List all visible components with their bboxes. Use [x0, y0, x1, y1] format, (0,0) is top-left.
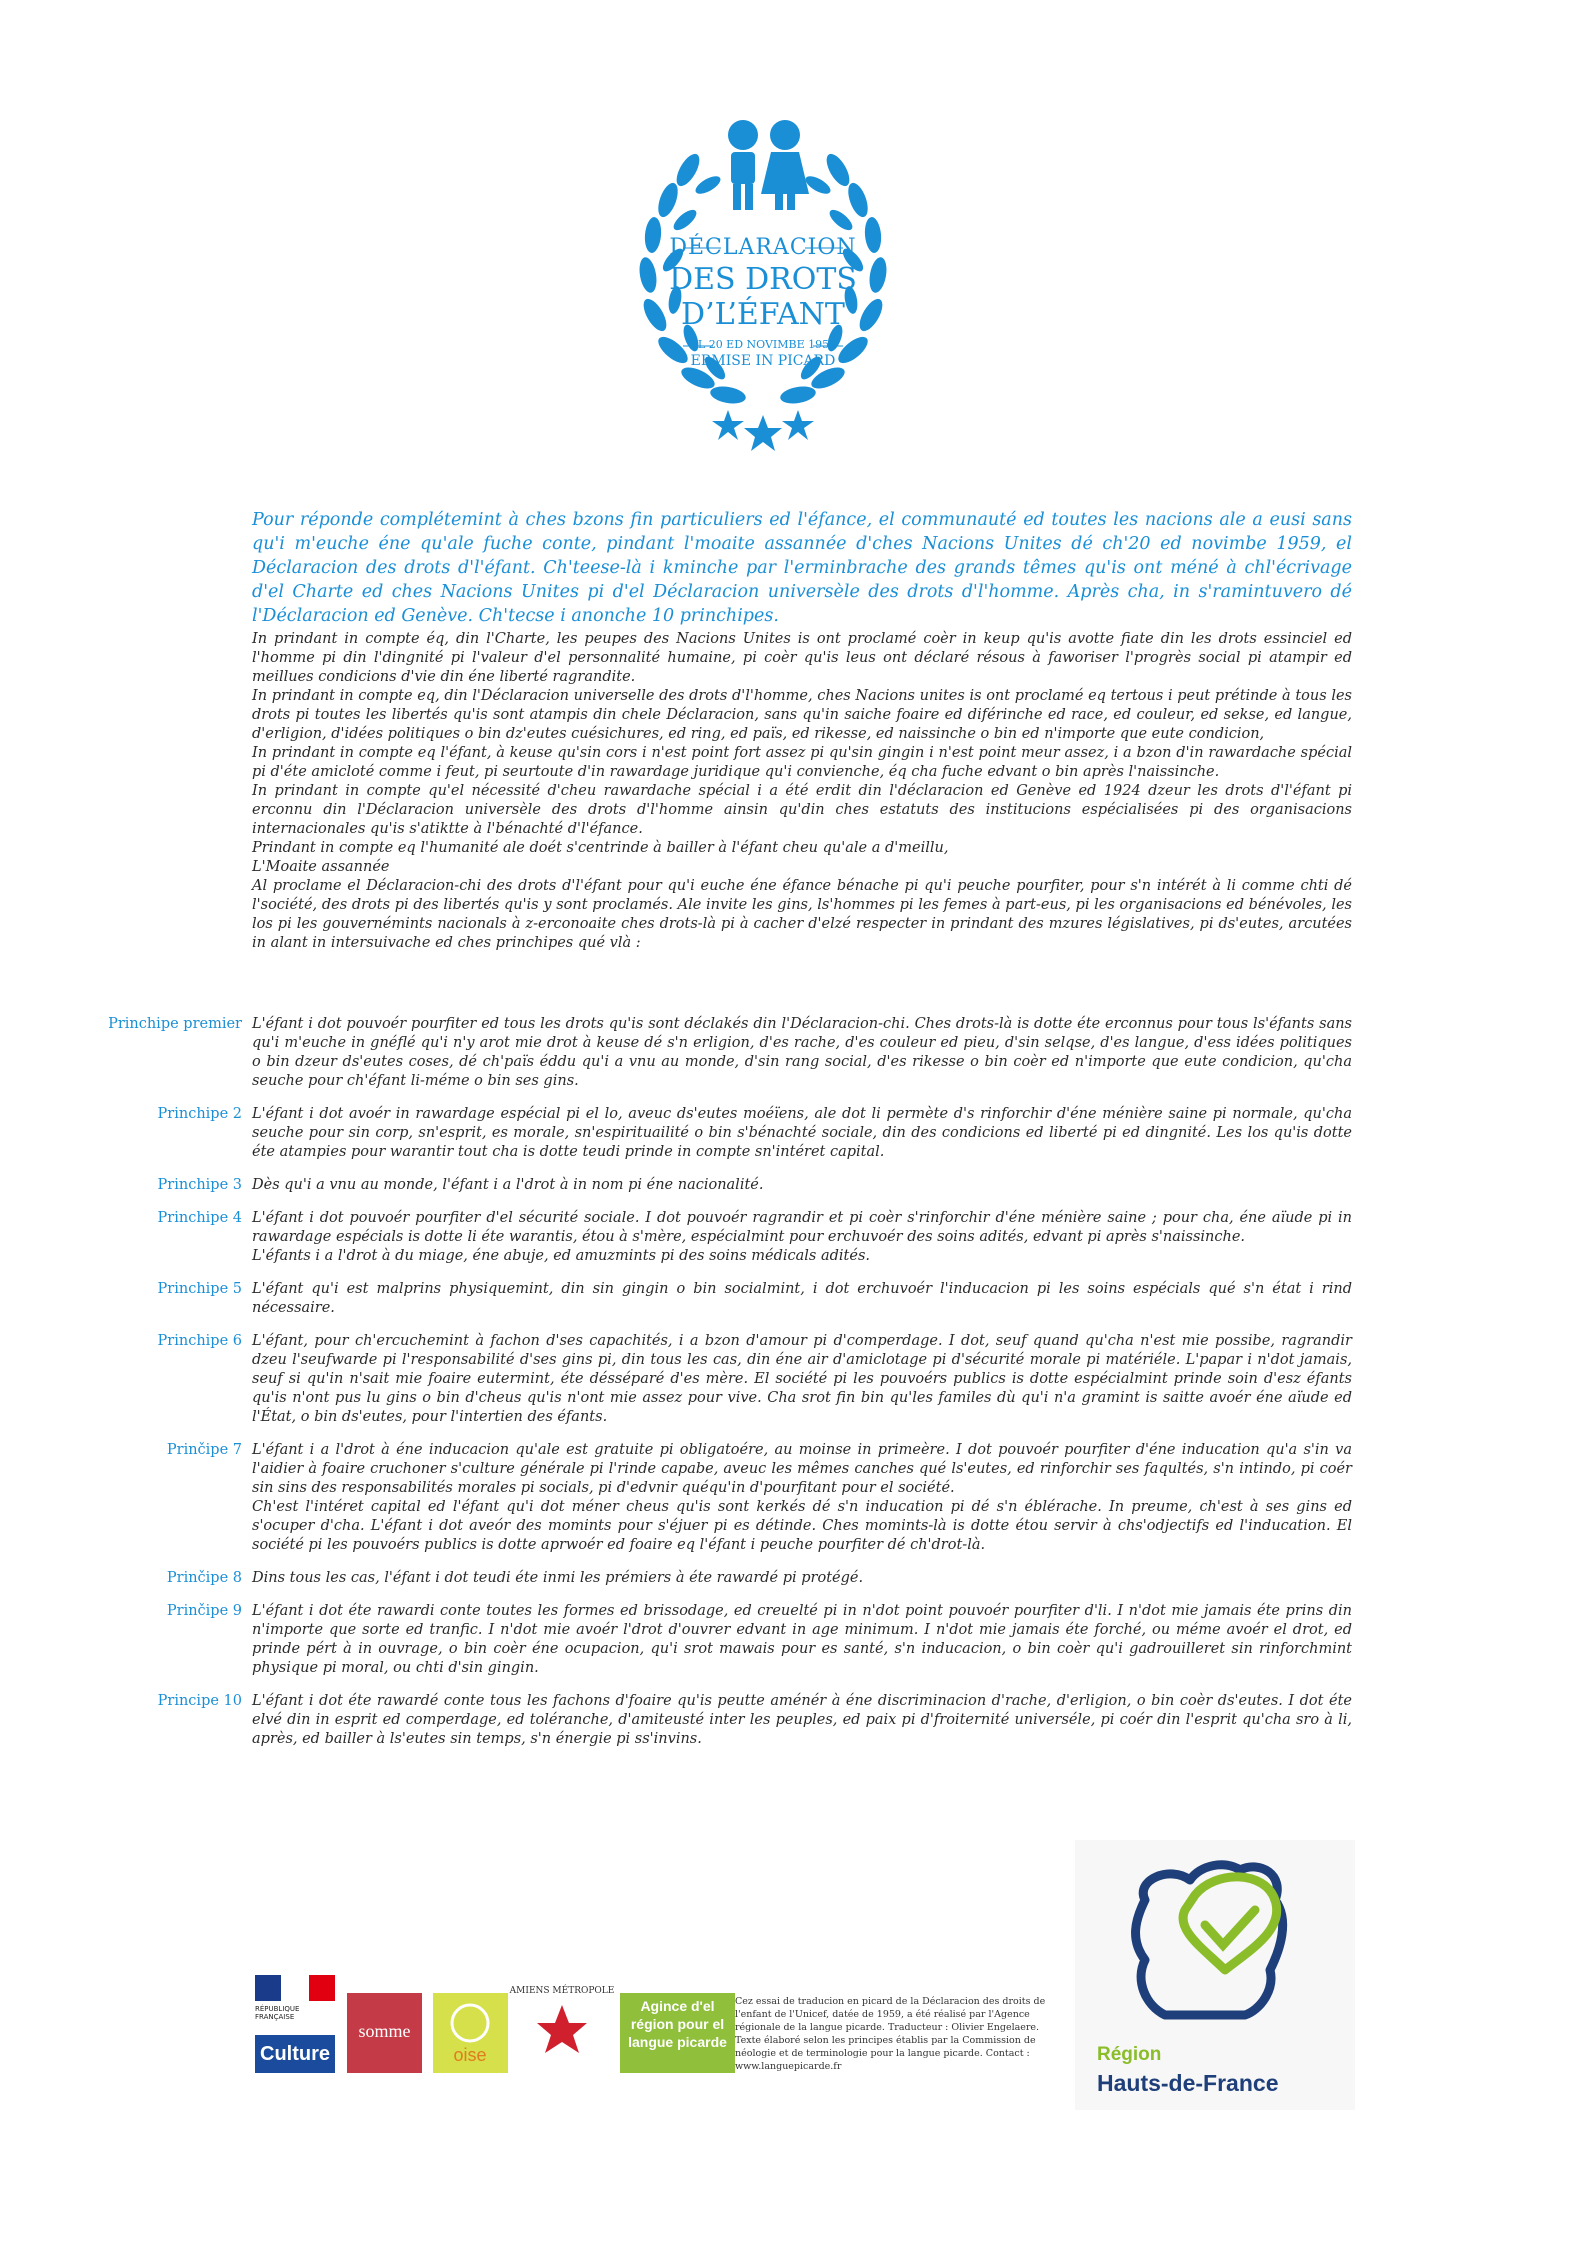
declaration-emblem [613, 110, 913, 460]
oise-logo [433, 1993, 508, 2073]
principle-item [90, 1692, 1352, 1749]
credit-text: Cez essai de traducion en picard de la Déclaracion des droits de l'enfant de l'Unicef, datée de 1959, a été réalisé par l'Agence régionale de la langue picarde. Traducteur : Olivier Engelaere. Texte élaboré selon les principes établis par la Commission de néologie et de terminologie pour la langue picarde. Contact : www.languepicarde.fr [735, 1996, 1046, 2072]
principle-item [90, 1602, 1352, 1678]
preamble-paragraph: L'Moaite assannée [252, 859, 390, 875]
region-hauts-de-france-logo [1075, 1840, 1355, 2110]
principle-item [90, 1332, 1352, 1427]
principle-text: L'éfant i dot éte rawardé conte tous les fachons d'foaire qu'is peutte aménér à éne discriminacion d'rache, d'erligion, o bin coèr ds'eutes. I dot éte elvé din in esprit ed comperdage, ed toléranche, d'amiteusté inter les peuples, ed paix pi d'froiternité universéle, pi coér din l'esprit qu'cha sro à li, après, ed bailler à ls'eutes sin temps, s'n énergie pi ss'invins. [252, 1693, 1352, 1747]
emblem-date: EL 20 ED NOVIMBE 1959 [689, 338, 837, 351]
principles-list [90, 1015, 1352, 1763]
principle-text: L'éfant i dot pouvoér pourfiter d'el sécurité sociale. I dot pouvoér ragrandir et pi coèr s'rinforchir d'éne ménière saine ; pour cha, éne aïude pi in rawardage espécials is dotte li éte warantis, étou à s'mère, espécialmint pour erchuvoér des soins adités, edvant pi après s'naissinche. [252, 1210, 1352, 1245]
preamble [252, 630, 1352, 953]
principle-label: Principe 10 [157, 1693, 242, 1709]
principle-label: Prinčipe 7 [166, 1442, 242, 1458]
principle-text: L'éfant i dot pouvoér pourfiter ed tous les drots qu'is sont déclakés din l'Déclaracion-chi. Ches drots-là is dotte éte erconnus pour tous ls'éfants sans qu'i m'euche in gnéflé qu'i n'y arot mie drot à keuse dé s'n erligion, d'es rache, d'es couleur ed pieu, d'sin selqse, d'es langue, d'ess idées politiques o bin dzeur ds'eutes coses, dé ch'païs éddu qu'i a vnu au monde, d'sin rang social, d'es rikesse o bin coèr ed n'importe que eute condicion, qu'cha seuche pour ch'éfant li-méme o bin ses gins. [252, 1016, 1352, 1089]
oise-emblem-icon [433, 1993, 508, 2073]
principle-label: Prinčipe 9 [166, 1603, 242, 1619]
principle-item [90, 1569, 1352, 1588]
emblem-title-line-2: DES DROTS [669, 262, 857, 297]
principle-text: L'éfant, pour ch'ercuchemint à fachon d'ses capachités, i a bzon d'amour pi d'comperdage. I dot, seuf quand qu'cha n'est mie possibe, ragrandir dzeu l'seufwarde pi l'responsabilité d'ses gins pi, din tous les cas, din éne air d'amiclotage pi d'sécurité morale pi matériéle. L'papar i n'dot jamais, seuf si qu'in n'sait mie foaire eutermint, éte désséparé d'es mère. El société pi les pouvoérs publics is dotte espécialmint prinde soin d'esz éfants qu'is n'ont pus lu gins o bin d'cheus qu'is n'ont mie assez pour vive. Cha srot fin bin qu'les familes dù qu'i n'a gramint is saitte avoér éne aïude ed l'État, o bin ds'eutes, pour l'intertien des éfants. [252, 1333, 1352, 1425]
principle-text: L'éfant qu'i est malprins physiquemint, din sin gingin o bin socialmint, i dot erchuvoér l'inducacion pi les soins espécials qué s'n état i rind nécessaire. [252, 1281, 1352, 1316]
region-map-heart-icon [1075, 1840, 1355, 2040]
principle-text: Dins tous les cas, l'éfant i dot teudi éte inmi les prémiers à éte rawardé pi protégé. [252, 1570, 864, 1586]
rf-label: RÉPUBLIQUE FRANÇAISE [255, 2005, 300, 2021]
principle-text: L'éfant i a l'drot à éne inducacion qu'ale est gratuite pi obligatoére, au moinse in primeère. I dot pouvoér pourfiter d'éne inducation qu'a s'in va l'aidier à foaire cruchoner s'culture générale pi l'rinde capabe, aveuc les mêmes canches qué ls'eutes, ed rinforchir ses faqultés, s'n intindo, pi coér sin sins des responsabilités morales pi socials, pi d'edvnir quéqu'in d'pourfitant pour el société. [252, 1442, 1352, 1496]
principle-label: Prinčipe 8 [166, 1570, 242, 1586]
principle-item [90, 1441, 1352, 1555]
emblem-title-line-1: DÉCLARACION [669, 235, 857, 260]
principle-label: Princhipe premier [108, 1016, 242, 1032]
principle-label: Princhipe 5 [157, 1281, 242, 1297]
preamble-paragraph: Prindant in compte eq l'humanité ale doét s'centrinde à bailler à l'éfant cheu qu'ale a d'meillu, [252, 840, 949, 856]
principle-item [90, 1015, 1352, 1091]
region-name: Hauts-de-France [1097, 2070, 1279, 2096]
preamble-paragraph: In prindant in compte eq l'éfant, à keuse qu'sin cors i n'est point fort assez pi qu'sin gingin i n'est point meur assez, i a bzon d'in rawardache spécial pi d'éte amicloté comme i feut, pi seurtoute d'in rawardage juridique qu'i convienche, éq cha fuche edvant o bin après l'naissinche. [252, 745, 1352, 780]
intro-paragraph: Pour réponde complétemint à ches bzons fin particuliers ed l'éfance, el communauté ed toutes les nacions ale a eusi sans qu'i m'euche éne qu'ale fuche conte, pindant l'moaite assannée d'ches Nacions Unites dé ch'20 ed novimbe 1959, el Déclaracion des drots d'l'éfant. Ch'teese-là i kminche par l'erminbrache des grands têmes qu'is ont méné à chl'écrivage d'el Charte ed ches Nacions Unites pi d'el Déclaracion universèle des drots d'l'homme. Après cha, in s'ramintuvero dé l'Déclaracion ed Genève. Ch'tecse i anonche 10 princhipes. [252, 510, 1352, 626]
principle-label: Princhipe 4 [157, 1210, 242, 1226]
principle-item [90, 1280, 1352, 1318]
principle-label: Princhipe 6 [157, 1333, 242, 1349]
amiens-star-icon [509, 1975, 615, 2075]
culture-logo: Culture [255, 2035, 335, 2073]
agince-langue-picarde-logo: Agince d'el région pour el langue picarde [620, 1993, 735, 2073]
preamble-paragraph: In prindant in compte éq, din l'Charte, les peupes des Nacions Unites is ont proclamé coèr in keup qu'is avotte fiate din les drots essinciel ed l'homme pi din l'dingnité pi l'valeur d'el personnalité humaine, pi coèr qu'is leus ont déclaré résous à faworiser l'progrès social pi atampir ed meillues condicions d'vie din éne liberté ragrandite. [252, 631, 1352, 685]
principle-item [90, 1176, 1352, 1195]
principle-label: Princhipe 2 [157, 1106, 242, 1122]
principle-text: Dès qu'i a vnu au monde, l'éfant i a l'drot à in nom pi éne nacionalité. [252, 1177, 764, 1193]
emblem-title-line-3: D’L’ÉFANT [681, 297, 845, 332]
principle-text: L'éfant i dot éte rawardi conte toutes les formes ed brissodage, ed creuelté pi in n'dot point pouvoér pourfiter d'li. I n'dot mie jamais éte prins din n'importe que sorte ed tranfic. I n'dot mie avoér l'drot d'ouvrer edvant in age minimum. I n'dot mie jamais éte forché, ou méme avoér el drot, ed prinde pért à in ouvrage, o bin coèr éne ocupacion, qu'i srot mawais pour es santé, s'n inducacion, o bin coèr qu'i gadrouilleret sin rinforchmint physique pi moral, ou chti d'sin gingin. [252, 1603, 1352, 1676]
preamble-paragraph: In prindant in compte qu'el nécessité d'cheu rawardache spécial i a été erdit din l'déclaracion ed Genève ed 1924 dzeur les drots d'l'éfant pi erconnu din l'Déclaracion universèle des drots d'l'homme ainsin qu'din ches estatuts des institucions espécialisées pi des organisacions internacionales qu'is s'atiktte à l'bénachté d'l'éfance. [252, 783, 1352, 837]
principle-label: Princhipe 3 [157, 1177, 242, 1193]
principle-text: L'éfants i a l'drot à du miage, éne abuje, ed amuzmints pi des soins médicals adités. [252, 1248, 871, 1264]
somme-logo: somme [347, 1993, 422, 2073]
marianne-icon [255, 1975, 335, 2001]
principle-text: Ch'est l'intéret capital ed l'éfant qu'i dot méner cheus qu'is sont kerkés dé s'n inducation pi dé s'n éblérache. In preume, ch'est à ses gins ed s'ocuper d'cha. L'éfant i dot aveór des momints pour s'éjuer pi es détinde. Ches momints-là is dotte étou servir à chs'odjectifs ed l'inducation. El société pi les pouvoérs publics is dotte aprwoér ed foaire eq l'éfant i peuche pourfiter dé ch'drot-là. [252, 1499, 1352, 1553]
principle-item [90, 1209, 1352, 1266]
principle-text: L'éfant i dot avoér in rawardage espécial pi el lo, aveuc ds'eutes moéïens, ale dot li permète d's rinforchir d'éne ménière saine pi normale, qu'cha seuche pour sin corp, sn'esprit, es morale, sn'espirituailité o bin s'bénachté sociale, din des condicions ed liberté pi ed dingnité. Les los qu'is dotte éte atampies pour warantir tout cha is dotte teudi prinde in compte sn'intéret capital. [252, 1106, 1352, 1160]
republique-francaise-logo [255, 1975, 335, 2021]
principle-item [90, 1105, 1352, 1162]
region-label: Région [1097, 2044, 1162, 2065]
emblem-subtitle: ERMISE IN PICARD [690, 353, 836, 369]
preamble-paragraph: Al proclame el Déclaracion-chi des drots d'l'éfant pour qu'i euche éne éfance bénache pi qu'i peuche pourfiter, pour s'n intérét à li comme chti dé l'société, des drots pi des libertés qu'is y sont proclamés. Ale invite les gins, ls'hommes pi les femes à part-eus, pi les organisacions ed bénévoles, les los pi les gouvernémints nacionals à z-erconoaite ches drots-là pi à cacher d'elzé respecter in prindant des mzures législatives, pi ds'eutes, arcutées in alant in intersuivache ed ches princhipes qué vlà : [252, 878, 1352, 951]
preamble-paragraph: In prindant in compte eq, din l'Déclaracion universelle des drots d'l'homme, ches Nacions unites is ont proclamé eq tertous i peut prétinde à tous les drots pi toutes les libertés qu'is sont atampis din chele Déclaracion, sans qu'in saiche foaire ed diférinche ed race, ed couleur, ed sekse, ed langue, d'erligion, d'idées politiques o bin dz'eutes cuésichures, ed ring, ed païs, ed rikesse, ed naissinche o bin ed n'importe que eute condicion, [252, 688, 1352, 742]
amiens-metropole-logo [509, 1975, 615, 2075]
amiens-label: AMIENS MÉTROPOLE [509, 1986, 615, 1996]
oise-label: oise [453, 2045, 487, 2065]
